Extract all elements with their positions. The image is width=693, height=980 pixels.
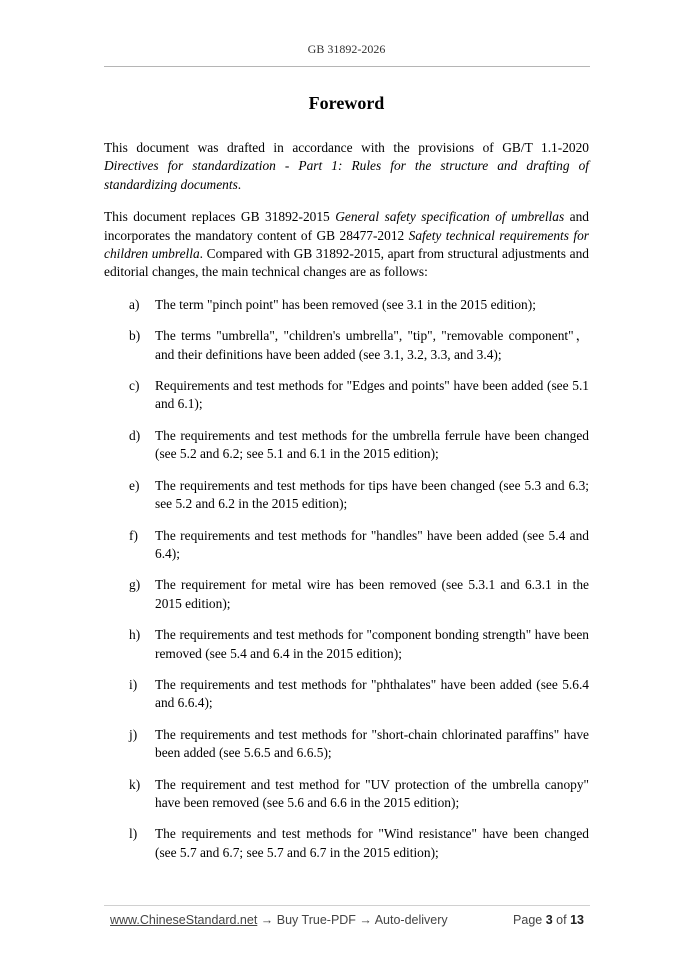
page-of-label: of xyxy=(556,913,567,927)
intro-paragraph xyxy=(104,139,589,194)
list-item xyxy=(104,477,589,514)
list-item-letter: k) xyxy=(129,776,141,792)
page-label: Page xyxy=(513,913,543,927)
list-item-text: The term "pinch point" has been removed (see 3.1 in the 2015 edition); xyxy=(155,296,536,312)
list-item-letter: l) xyxy=(129,826,138,842)
list-item-text: The requirements and test methods for "short-chain chlorinated paraffins" have been added (see 5.6.5 and 6.6.5); xyxy=(155,726,589,761)
replaces-text: and incorporates the mandatory content of GB 28477-2012 xyxy=(104,209,589,243)
list-item-text: The requirements and test methods for "component bonding strength" have been removed (see 5.4 and 6.4 in the 2015 edition); xyxy=(155,627,589,661)
list-item xyxy=(104,527,589,564)
footer-tagline: → Buy True-PDF → Auto-delivery xyxy=(257,913,448,927)
replaces-text: This document replaces GB 31892-2015 xyxy=(104,209,336,225)
list-item xyxy=(104,776,589,813)
running-header: GB 31892-2026 xyxy=(307,42,386,56)
list-item xyxy=(104,427,589,464)
list-item-letter: g) xyxy=(129,577,141,593)
list-item-text: The terms "umbrella", "children's umbrella", "tip", "removable component"，and their definitions have been added (see 3.1, 3.2, 3.3, and 3.4); xyxy=(155,328,589,362)
technical-changes-list xyxy=(104,296,589,862)
list-item-text: The requirements and test methods for the umbrella ferrule have been changed (see 5.2 and 6.2; see 5.1 and 6.1 in the 2015 edition); xyxy=(155,427,589,462)
list-item xyxy=(104,576,589,613)
header-divider xyxy=(104,66,590,67)
list-item xyxy=(104,626,589,663)
page-number xyxy=(513,913,584,927)
list-item xyxy=(104,296,589,314)
list-item-letter: b) xyxy=(129,328,141,344)
list-item-text: The requirements and test methods for "phthalates" have been added (see 5.6.4 and 6.6.4); xyxy=(155,676,589,711)
document-body xyxy=(104,139,589,875)
list-item-text: The requirements and test methods for "Wind resistance" have been changed (see 5.7 and 6.7; see 5.7 and 6.7 in the 2015 edition); xyxy=(155,826,589,860)
list-item-text: The requirement and test method for "UV protection of the umbrella canopy" have been removed (see 5.6 and 6.6 in the 2015 edition); xyxy=(155,776,589,810)
page-current: 3 xyxy=(545,913,553,927)
list-item-text: The requirements and test methods for "handles" have been added (see 5.4 and 6.4); xyxy=(155,527,589,561)
chinesestandard-link[interactable]: www.ChineseStandard.net xyxy=(110,913,258,927)
list-item xyxy=(104,377,589,414)
replaced-standard-title: General safety specification of umbrellas xyxy=(335,209,565,225)
list-item xyxy=(104,825,589,862)
footer-divider xyxy=(104,905,590,906)
list-item-letter: f) xyxy=(129,527,138,543)
intro-text: This document was drafted in accordance with the provisions of GB/T 1.1-2020 xyxy=(104,140,589,155)
list-item-letter: h) xyxy=(129,627,141,643)
list-item xyxy=(104,726,589,763)
list-item-letter: d) xyxy=(129,427,141,443)
list-item xyxy=(104,676,589,713)
intro-standard-title: Directives for standardization - Part 1: Rules for the structure and drafting of standardizing documents xyxy=(104,158,589,192)
incorporated-standard-title: Safety technical requirements for children umbrella xyxy=(104,227,589,262)
list-item-letter: a) xyxy=(129,296,140,312)
page-title: Foreword xyxy=(308,93,385,113)
list-item-text: Requirements and test methods for "Edges and points" have been added (see 5.1 and 6.1); xyxy=(155,378,589,412)
replaces-paragraph xyxy=(104,208,589,282)
list-item-letter: c) xyxy=(129,378,140,394)
list-item xyxy=(104,327,589,364)
list-item-text: The requirements and test methods for tips have been changed (see 5.3 and 6.3; see 5.2 and 6.2 in the 2015 edition); xyxy=(155,477,589,512)
intro-text-end: . xyxy=(237,176,242,192)
replaces-text: . Compared with GB 31892-2015, apart from structural adjustments and editorial changes, the main technical changes are as follows: xyxy=(104,246,589,280)
list-item-letter: i) xyxy=(129,676,138,692)
footer-promo xyxy=(110,913,448,927)
list-item-text: The requirement for metal wire has been removed (see 5.3.1 and 6.3.1 in the 2015 edition); xyxy=(155,577,589,611)
page-total: 13 xyxy=(570,913,584,927)
list-item-letter: j) xyxy=(129,726,138,742)
list-item-letter: e) xyxy=(129,477,140,493)
